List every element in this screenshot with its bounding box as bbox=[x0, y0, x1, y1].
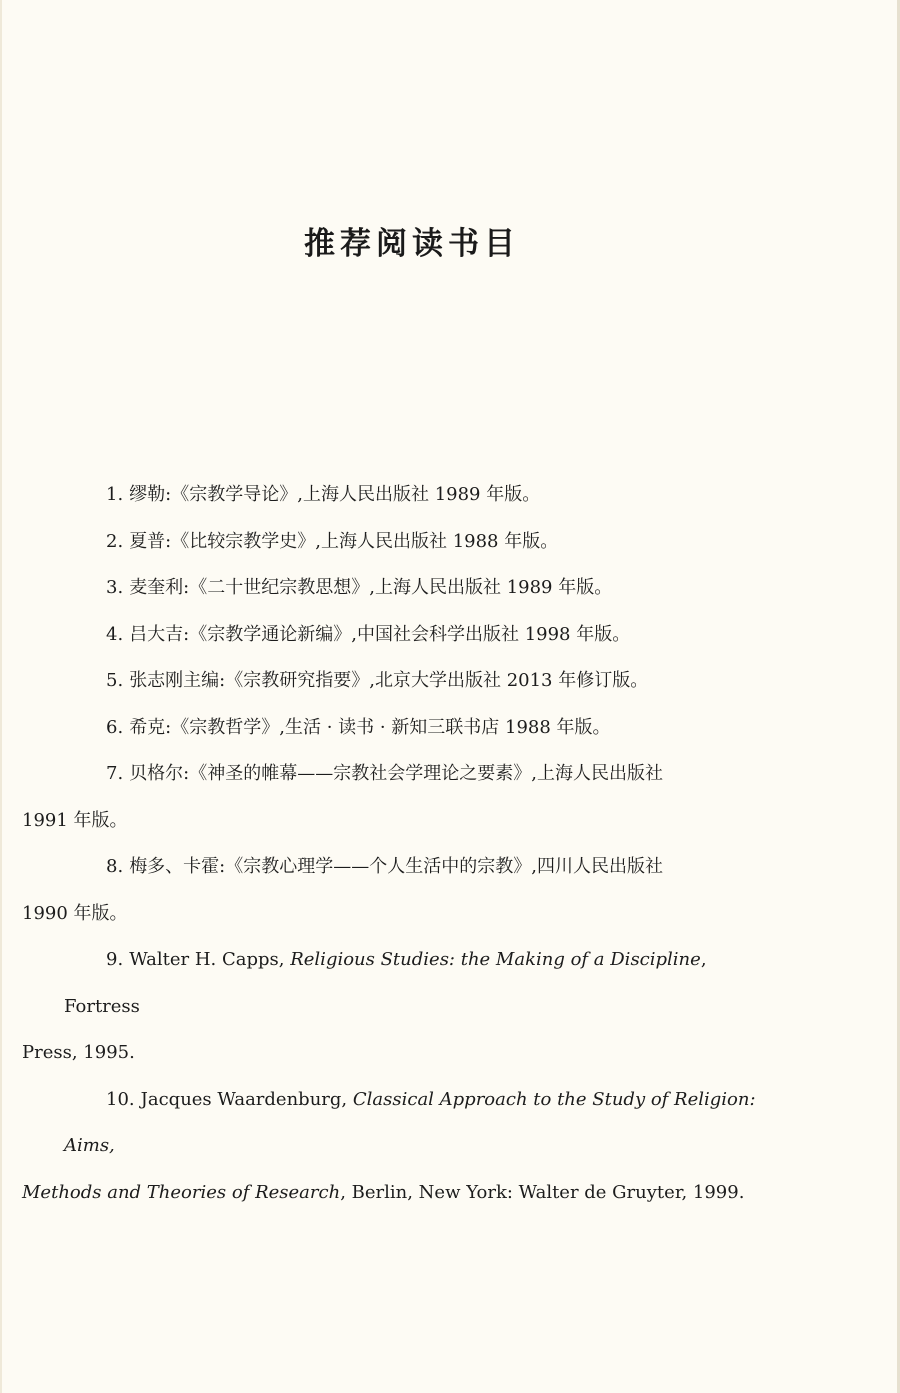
list-item bbox=[64, 472, 776, 519]
item-author: Jacques Waardenburg, bbox=[140, 1088, 348, 1110]
item-text: 麦奎利:《二十世纪宗教思想》,上海人民出版社 1989 年版。 bbox=[129, 577, 613, 598]
item-number: 1. bbox=[106, 484, 124, 505]
item-number: 9. bbox=[106, 949, 124, 970]
item-number: 4. bbox=[106, 623, 124, 645]
item-number: 10. bbox=[106, 1088, 135, 1110]
item-author: Walter H. Capps, bbox=[129, 949, 285, 970]
item-number: 2. bbox=[106, 530, 124, 552]
item-text-line1: 贝格尔:《神圣的帷幕——宗教社会学理论之要素》,上海人民出版社 bbox=[129, 763, 663, 784]
item-text: 张志刚主编:《宗教研究指要》,北京大学出版社 2013 年修订版。 bbox=[129, 670, 649, 691]
item-text: 缪勒:《宗教学导论》,上海人民出版社 1989 年版。 bbox=[129, 484, 541, 505]
list-item bbox=[22, 937, 776, 1077]
list-item bbox=[22, 1077, 776, 1217]
item-book-title: Religious Studies: the Making of a Discipline bbox=[290, 949, 701, 970]
item-text: 吕大吉:《宗教学通论新编》,中国社会科学出版社 1998 年版。 bbox=[129, 623, 631, 645]
list-item bbox=[22, 751, 776, 844]
item-publisher: , Berlin, New York: Walter de Gruyter, 1999. bbox=[340, 1181, 745, 1203]
item-text-line2: Press, 1995. bbox=[22, 1042, 135, 1063]
item-number: 3. bbox=[106, 577, 124, 598]
list-item bbox=[64, 658, 776, 705]
item-text: 夏普:《比较宗教学史》,上海人民出版社 1988 年版。 bbox=[129, 530, 559, 552]
item-number: 7. bbox=[106, 763, 124, 784]
list-item bbox=[64, 612, 776, 659]
item-number: 6. bbox=[106, 716, 124, 738]
item-text-line2: 1990 年版。 bbox=[22, 902, 128, 924]
item-publisher: , Fortress bbox=[64, 949, 707, 1017]
list-item bbox=[64, 565, 776, 612]
item-text-line1: 梅多、卡霍:《宗教心理学——个人生活中的宗教》,四川人民出版社 bbox=[129, 856, 663, 877]
item-text: 希克:《宗教哲学》,生活 · 读书 · 新知三联书店 1988 年版。 bbox=[129, 716, 611, 738]
item-number: 5. bbox=[106, 670, 124, 691]
page-title: 推荐阅读书目 bbox=[304, 226, 520, 262]
item-number: 8. bbox=[106, 856, 124, 877]
item-book-title-line2: Methods and Theories of Research bbox=[22, 1181, 341, 1203]
reading-list bbox=[22, 472, 776, 1216]
item-text-line2: 1991 年版。 bbox=[22, 809, 128, 831]
item-book-title-line1: Classical Approach to the Study of Religion: Aims, bbox=[64, 1088, 756, 1156]
list-item bbox=[64, 705, 776, 752]
list-item bbox=[22, 844, 776, 937]
list-item bbox=[64, 519, 776, 566]
